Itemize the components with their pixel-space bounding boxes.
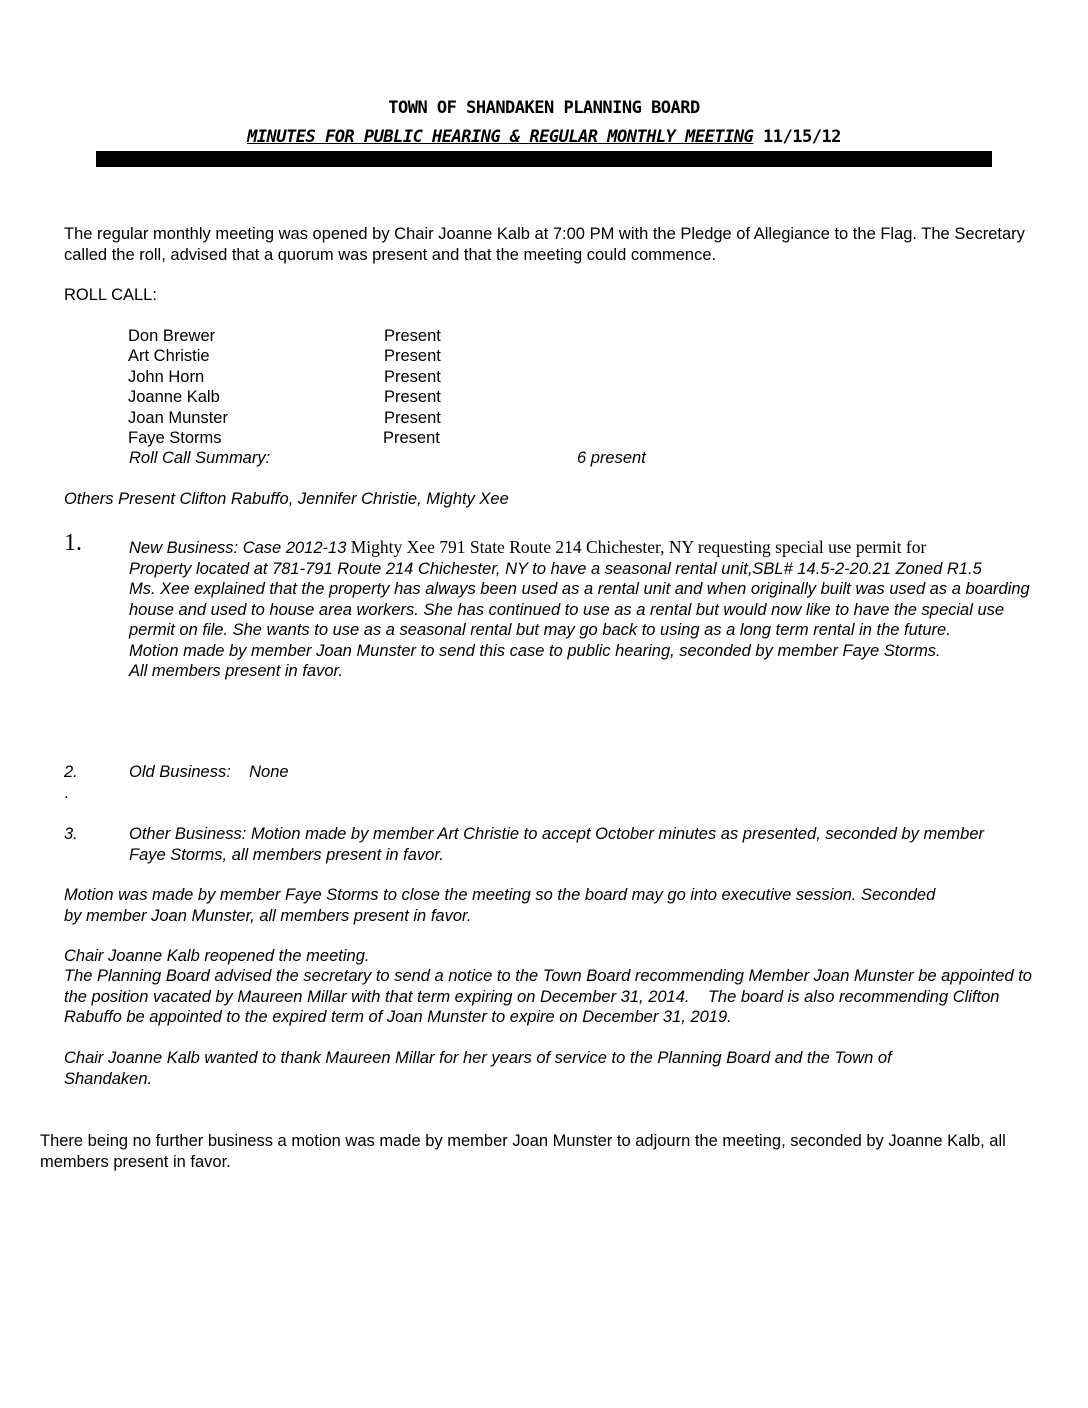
roll-call-status: Present (384, 368, 441, 386)
thanks-paragraph: Chair Joanne Kalb wanted to thank Maureen Millar for her years of service to the Planning Board and the Town of Shandaken. (64, 1049, 892, 1088)
others-present: Others Present Clifton Rabuffo, Jennifer Christie, Mighty Xee (64, 490, 509, 508)
item-new-business (129, 537, 1034, 682)
intro-paragraph: The regular monthly meeting was opened by Chair Joanne Kalb at 7:00 PM with the Pledge of Allegiance to the Flag. The Secretary called the roll, advised that a quorum was present and that the meeting could commence. (64, 225, 1025, 264)
roll-call-summary-label: Roll Call Summary: (129, 449, 271, 467)
executive-session-paragraph: Motion was made by member Faye Storms to close the meeting so the board may go into executive session. Seconded by member Joan Munster, all members present in favor. (64, 886, 936, 925)
document-title: TOWN OF SHANDAKEN PLANNING BOARD (388, 98, 700, 118)
new-business-motion: Motion made by member Joan Munster to send this case to public hearing, seconded by member Faye Storms. (129, 641, 941, 660)
subtitle-meeting-type: MINUTES FOR PUBLIC HEARING & REGULAR MONTHLY MEETING (247, 127, 754, 147)
roll-call-summary-value: 6 present (577, 449, 646, 467)
item-old-business: Old Business: None (129, 763, 289, 781)
roll-call-heading: ROLL CALL: (64, 286, 157, 304)
roll-call-status: Present (384, 347, 441, 365)
new-business-result: All members present in favor. (129, 662, 343, 680)
stray-dot: . (64, 784, 69, 802)
header-rule (96, 151, 992, 167)
new-business-label: New Business: Case 2012-13 (129, 539, 347, 557)
subtitle-date: 11/15/12 (753, 127, 841, 147)
roll-call-name: Art Christie (128, 347, 210, 365)
new-business-property: Property located at 781-791 Route 214 Chichester, NY to have a seasonal rental unit,SBL# 14.5-2-20.21 Zoned R1.5 (129, 559, 982, 578)
new-business-applicant: Mighty Xee 791 State Route 214 Chichester, NY requesting special use permit for (346, 537, 927, 557)
item-number: 1. (64, 530, 82, 556)
roll-call-status: Present (384, 388, 441, 406)
item-number: 2. (64, 763, 78, 781)
roll-call-status: Present (384, 327, 441, 345)
roll-call-name: Joan Munster (128, 409, 228, 427)
roll-call-name: Don Brewer (128, 327, 216, 345)
item-number: 3. (64, 825, 78, 843)
item-other-business: Other Business: Motion made by member Art Christie to accept October minutes as presented, seconded by member Faye Storms, all members present in favor. (129, 825, 985, 864)
roll-call-name: John Horn (128, 368, 205, 386)
new-business-explanation: Ms. Xee explained that the property has always been used as a rental unit and when originally built was used as a boarding house and used to house area workers. She has continued to use as a rental but would now like to have the special use permit on file. She wants to use as a seasonal rental but may go back to using as a long term rental in the future. (129, 580, 1030, 639)
roll-call-name: Faye Storms (128, 429, 222, 447)
reopened-paragraph: Chair Joanne Kalb reopened the meeting. (64, 947, 370, 965)
document-subtitle (0, 127, 1088, 148)
roll-call-status: Present (383, 429, 440, 447)
roll-call-status: Present (384, 409, 441, 427)
adjourn-paragraph: There being no further business a motion was made by member Joan Munster to adjourn the meeting, seconded by Joanne Kalb, all members present in favor. (40, 1132, 1006, 1171)
recommendation-paragraph: The Planning Board advised the secretary to send a notice to the Town Board recommending Member Joan Munster be appointed to the position vacated by Maureen Millar with that term expiring on December 31, 2014. The board is also recommending Clifton Rabuffo be appointed to the expired term of Joan Munster to expire on December 31, 2019. (64, 967, 1037, 1026)
roll-call-name: Joanne Kalb (128, 388, 220, 406)
